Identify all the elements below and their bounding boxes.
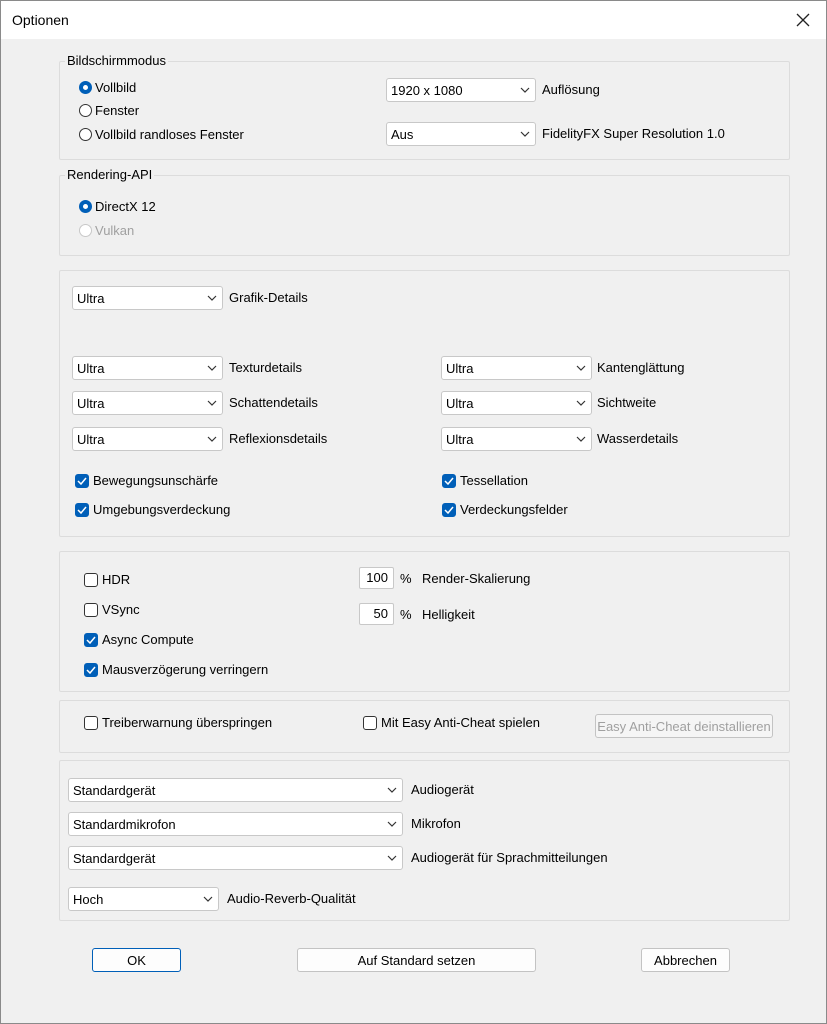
chevron-down-icon [207,399,217,407]
checkbox-label: VSync [102,602,140,617]
checkbox-label: Tessellation [460,473,528,488]
graphics-detail-select[interactable] [72,286,223,310]
close-button[interactable] [780,1,826,39]
brightness-input[interactable]: 50 [359,603,394,625]
render-scale-label: Render-Skalierung [422,571,531,586]
checkbox-indicator [84,663,98,677]
checkbox-label: HDR [102,572,131,587]
check-hdr[interactable] [84,572,130,587]
microphone-select[interactable] [68,812,403,836]
resolution-label: Auflösung [542,82,600,97]
radio-label: Vollbild [95,80,137,95]
rendering-api-legend: Rendering-API [67,167,153,182]
select-value: Standardgerät [73,850,156,866]
microphone-label: Mikrofon [411,816,461,831]
chevron-down-icon [207,294,217,302]
select-value: Ultra [77,431,105,447]
fsr-label: FidelityFX Super Resolution 1.0 [542,126,725,141]
checkbox-indicator [442,474,456,488]
texture-detail-label: Texturdetails [229,360,302,375]
radio-vulkan [79,223,134,238]
brightness-unit: % [400,607,412,622]
checkbox-indicator [84,603,98,617]
radio-indicator [79,200,92,213]
render-scale-unit: % [400,571,412,586]
view-distance-select[interactable] [441,391,592,415]
check-async-compute[interactable] [84,632,194,647]
texture-detail-select[interactable] [72,356,223,380]
fsr-select[interactable] [386,122,536,146]
chevron-down-icon [203,895,213,903]
select-value: Ultra [446,431,474,447]
check-skip-driver-warning[interactable] [84,715,272,730]
select-value: Hoch [73,891,104,907]
chevron-down-icon [576,399,586,407]
reflection-detail-label: Reflexionsdetails [229,431,328,446]
radio-indicator [79,81,92,94]
rendering-api-group [59,175,790,256]
chevron-down-icon [387,854,397,862]
audio-device-select[interactable] [68,778,403,802]
radio-directx12[interactable] [79,199,156,214]
shadow-detail-label: Schattendetails [229,395,318,410]
close-icon [796,13,810,27]
checkbox-indicator [84,573,98,587]
radio-windowed[interactable] [79,103,139,118]
chevron-down-icon [520,86,530,94]
checkmark-icon [86,636,96,644]
checkbox-label: Verdeckungsfelder [460,502,568,517]
antialiasing-label: Kantenglättung [597,360,685,375]
chevron-down-icon [387,820,397,828]
radio-indicator [79,128,92,141]
voice-device-label: Audiogerät für Sprachmitteilungen [411,850,608,865]
checkmark-icon [77,506,87,514]
checkbox-label: Mausverzögerung verringern [102,662,269,677]
checkmark-icon [444,477,454,485]
radio-fullscreen[interactable] [79,80,136,95]
reset-defaults-button[interactable]: Auf Standard setzen [297,948,536,972]
checkbox-label: Bewegungsunschärfe [93,473,219,488]
checkbox-indicator [75,503,89,517]
check-mouse-latency[interactable] [84,662,268,677]
graphics-detail-label: Grafik-Details [229,290,308,305]
radio-indicator [79,224,92,237]
voice-device-select[interactable] [68,846,403,870]
checkbox-label: Umgebungsverdeckung [93,502,231,517]
radio-label: Fenster [95,103,140,118]
check-motion-blur[interactable] [75,473,218,488]
view-distance-label: Sichtweite [597,395,657,410]
checkmark-icon [86,666,96,674]
select-value: Aus [391,126,414,142]
radio-indicator [79,104,92,117]
checkbox-indicator [84,633,98,647]
check-play-with-eac[interactable] [363,715,540,730]
radio-label: Vulkan [95,223,135,238]
chevron-down-icon [387,786,397,794]
window-title: Optionen [12,12,69,28]
ok-button[interactable]: OK [92,948,181,972]
antialiasing-select[interactable] [441,356,592,380]
check-occlusion-fields[interactable] [442,502,568,517]
select-value: Ultra [77,360,105,376]
chevron-down-icon [576,435,586,443]
display-mode-legend: Bildschirmmodus [67,53,166,68]
select-value: Standardmikrofon [73,816,176,832]
checkmark-icon [77,477,87,485]
uninstall-eac-button: Easy Anti-Cheat deinstallieren [595,714,773,738]
reverb-quality-select[interactable] [68,887,219,911]
brightness-label: Helligkeit [422,607,475,622]
chevron-down-icon [207,435,217,443]
shadow-detail-select[interactable] [72,391,223,415]
radio-label: DirectX 12 [95,199,156,214]
chevron-down-icon [520,130,530,138]
checkbox-indicator [363,716,377,730]
checkbox-label: Async Compute [102,632,194,647]
cancel-button[interactable]: Abbrechen [641,948,730,972]
reflection-detail-select[interactable] [72,427,223,451]
water-detail-select[interactable] [441,427,592,451]
checkbox-indicator [84,716,98,730]
select-value: Ultra [77,290,105,306]
title-bar [1,1,826,39]
check-vsync[interactable] [84,602,140,617]
chevron-down-icon [207,364,217,372]
select-value: Standardgerät [73,782,156,798]
audio-device-label: Audiogerät [411,782,474,797]
radio-borderless[interactable] [79,127,244,142]
select-value: Ultra [446,360,474,376]
chevron-down-icon [576,364,586,372]
select-value: Ultra [77,395,105,411]
checkbox-label: Treiberwarnung überspringen [102,715,273,730]
water-detail-label: Wasserdetails [597,431,679,446]
checkmark-icon [444,506,454,514]
checkbox-indicator [75,474,89,488]
check-tessellation[interactable] [442,473,528,488]
render-scale-input[interactable]: 100 [359,567,394,589]
reverb-quality-label: Audio-Reverb-Qualität [227,891,356,906]
checkbox-label: Mit Easy Anti-Cheat spielen [381,715,540,730]
checkbox-indicator [442,503,456,517]
radio-label: Vollbild randloses Fenster [95,127,244,142]
resolution-select[interactable] [386,78,536,102]
select-value: 1920 x 1080 [391,82,463,98]
check-ambient-occlusion[interactable] [75,502,230,517]
select-value: Ultra [446,395,474,411]
